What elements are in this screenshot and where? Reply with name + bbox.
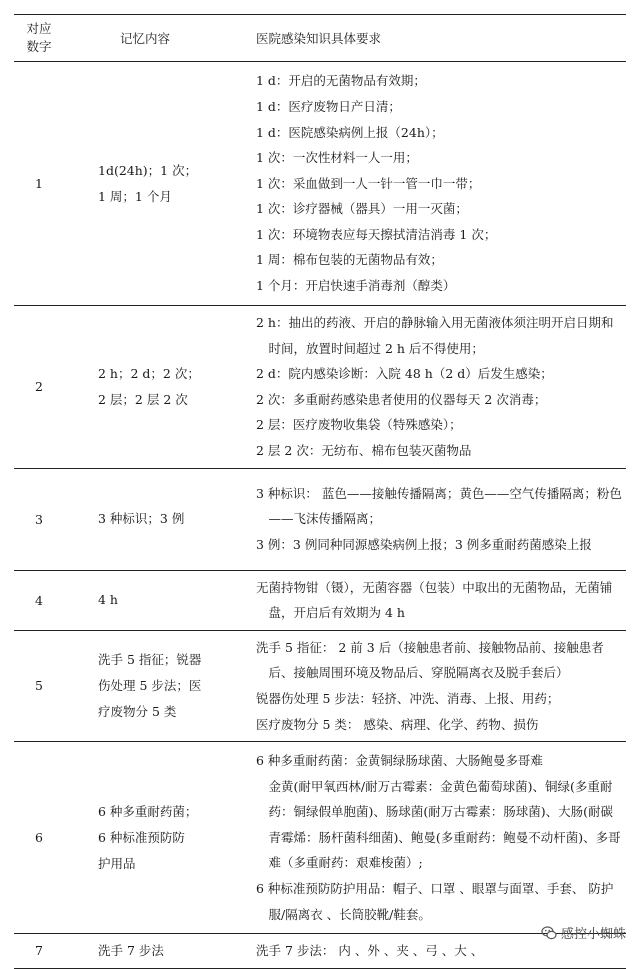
row-number: 7 — [14, 934, 64, 969]
row-number: 5 — [14, 630, 64, 741]
row-requirements: 洗手 5 指征： 2 前 3 后（接触患者前、接触物品前、接触患者后、接触周围环境及物品后、穿脱隔离衣及脱手套后） 锐器伤处理 5 步法：轻挤、冲洗、消毒、上报、用药； 医疗废物分 5 类： 感染、病理、化学、药物、损伤 — [242, 630, 626, 741]
header-number: 对应 数字 — [14, 15, 64, 62]
row-memory: 2 h；2 d；2 次； 2 层；2 层 2 次 — [64, 306, 242, 469]
table-row — [14, 630, 626, 741]
table-row — [14, 468, 626, 570]
wechat-icon — [541, 925, 557, 941]
row-memory: 4 h — [64, 570, 242, 630]
row-memory: 洗手 7 步法 — [64, 934, 242, 969]
document-page — [14, 14, 626, 969]
row-number: 4 — [14, 570, 64, 630]
table-row — [14, 62, 626, 306]
row-requirements: 2 h：抽出的药液、开启的静脉输入用无菌液体须注明开启日期和时间，放置时间超过 2 h 后不得使用； 2 d：院内感染诊断：入院 48 h（2 d）后发生感染； 2 次：多重耐药感染患者使用的仪器每天 2 次消毒； 2 层：医疗废物收集袋（特殊感染）； 2 层 2 次：无纺布、棉布包装灭菌物品 — [242, 306, 626, 469]
header-requirements: 医院感染知识具体要求 — [242, 15, 626, 62]
table-row — [14, 306, 626, 469]
row-number: 3 — [14, 468, 64, 570]
row-requirements: 1 d：开启的无菌物品有效期； 1 d：医疗废物日产日清； 1 d：医院感染病例上报（24h）； 1 次：一次性材料一人一用； 1 次：采血做到一人一针一管一巾一带； 1 次：诊疗器械（器具）一用一灭菌； 1 次：环境物表应每天擦拭清洁消毒 1 次； 1 周：棉布包装的无菌物品有效； 1 个月：开启快速手消毒剂（醇类） — [242, 62, 626, 306]
table-header-row — [14, 15, 626, 62]
row-number: 1 — [14, 62, 64, 306]
row-requirements: 6 种多重耐药菌：金黄铜绿肠球菌、大肠鲍曼多哥难 金黄(耐甲氧西林/耐万古霉素：金黄色葡萄球菌)、铜绿(多重耐药：铜绿假单胞菌)、肠球菌(耐万古霉素：肠球菌)、大肠(耐碳青霉烯：肠杆菌科细菌)、鲍曼(多重耐药：鲍曼不动杆菌)、多哥难（多重耐药：艰难梭菌）; 6 种标准预防防护用品：帽子、口罩 、眼罩与面罩、手套、 防护服/隔离衣 、长筒胶靴/鞋套。 — [242, 742, 626, 934]
row-number: 2 — [14, 306, 64, 469]
row-requirements: 3 种标识： 蓝色——接触传播隔离；黄色——空气传播隔离；粉色——飞沫传播隔离； 3 例：3 例同种同源感染病例上报；3 例多重耐药菌感染上报 — [242, 468, 626, 570]
row-memory: 6 种多重耐药菌； 6 种标准预防防 护用品 — [64, 742, 242, 934]
row-number: 6 — [14, 742, 64, 934]
table-row — [14, 570, 626, 630]
watermark — [541, 923, 626, 942]
row-requirements: 无菌持物钳（镊），无菌容器（包装）中取出的无菌物品，无菌铺盘，开启后有效期为 4 h — [242, 570, 626, 630]
watermark-text: 感控小蜘蛛 — [560, 927, 626, 942]
row-memory: 3 种标识；3 例 — [64, 468, 242, 570]
table-row — [14, 934, 626, 969]
infection-control-table — [14, 14, 626, 969]
row-memory: 洗手 5 指征；锐器 伤处理 5 步法；医 疗废物分 5 类 — [64, 630, 242, 741]
row-requirements: 洗手 7 步法： 内 、外 、夹 、弓 、大 、 — [242, 934, 626, 969]
row-memory: 1d(24h)；1 次； 1 周；1 个月 — [64, 62, 242, 306]
table-row — [14, 742, 626, 934]
header-memory: 记忆内容 — [64, 15, 242, 62]
